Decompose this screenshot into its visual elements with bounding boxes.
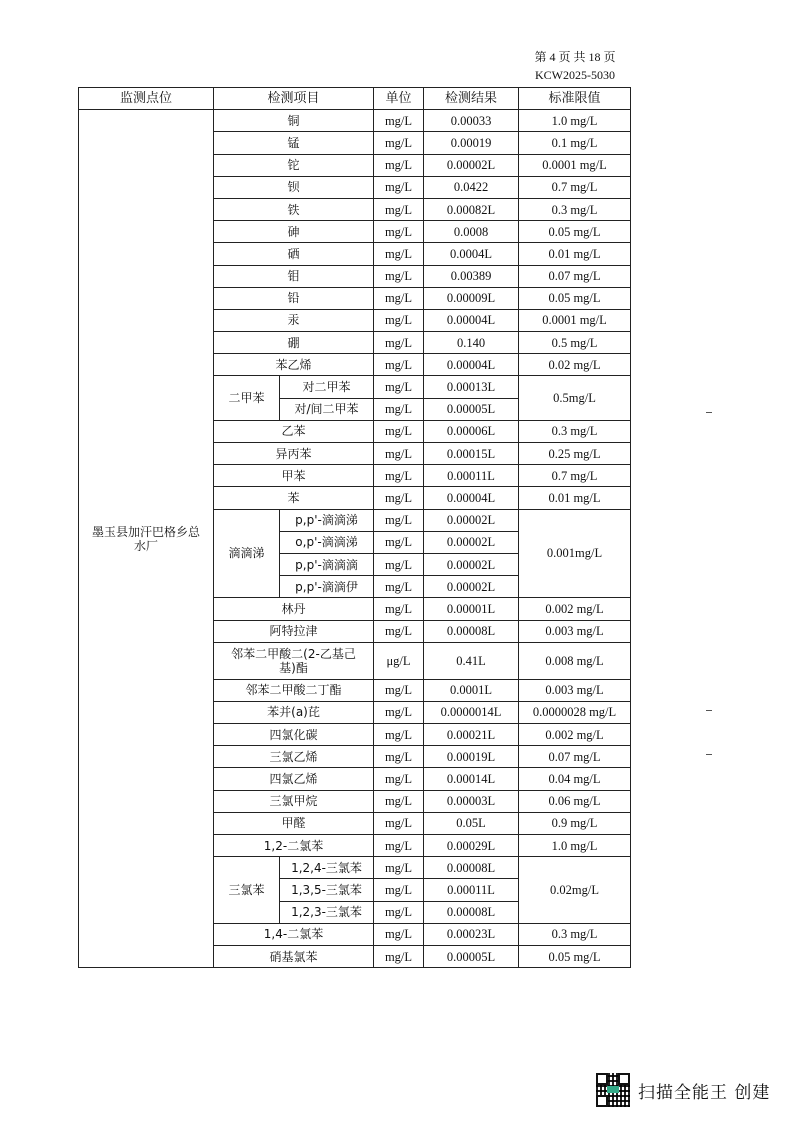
item-cell: 四氯乙烯 xyxy=(214,768,374,790)
limit-cell: 0.01 mg/L xyxy=(519,487,631,509)
unit-cell: mg/L xyxy=(374,812,424,834)
result-cell: 0.00029L xyxy=(424,835,519,857)
item-cell: 硝基氯苯 xyxy=(214,945,374,967)
result-cell: 0.0000014L xyxy=(424,701,519,723)
result-cell: 0.00002L xyxy=(424,531,519,553)
result-cell: 0.00019L xyxy=(424,746,519,768)
item-cell: 三氯甲烷 xyxy=(214,790,374,812)
result-cell: 0.00008L xyxy=(424,901,519,923)
unit-cell: mg/L xyxy=(374,354,424,376)
item-cell: 锰 xyxy=(214,132,374,154)
result-cell: 0.00005L xyxy=(424,398,519,420)
item-cell: 1,4-二氯苯 xyxy=(214,923,374,945)
unit-cell: mg/L xyxy=(374,132,424,154)
result-cell: 0.00002L xyxy=(424,509,519,531)
item-cell: 三氯乙烯 xyxy=(214,746,374,768)
limit-cell: 0.7 mg/L xyxy=(519,176,631,198)
item-cell: 铁 xyxy=(214,198,374,220)
unit-cell: mg/L xyxy=(374,398,424,420)
result-cell: 0.00004L xyxy=(424,354,519,376)
limit-cell: 0.3 mg/L xyxy=(519,923,631,945)
result-cell: 0.00002L xyxy=(424,576,519,598)
item-cell: 砷 xyxy=(214,221,374,243)
limit-cell: 0.003 mg/L xyxy=(519,679,631,701)
item-cell: 硒 xyxy=(214,243,374,265)
unit-cell: mg/L xyxy=(374,221,424,243)
item-cell: 阿特拉津 xyxy=(214,620,374,642)
item-cell: 邻苯二甲酸二丁酯 xyxy=(214,679,374,701)
sub-item-cell: p,p'-滴滴伊 xyxy=(280,576,374,598)
unit-cell: mg/L xyxy=(374,287,424,309)
limit-cell: 0.002 mg/L xyxy=(519,598,631,620)
limit-cell: 1.0 mg/L xyxy=(519,110,631,132)
unit-cell: mg/L xyxy=(374,923,424,945)
item-cell: 硼 xyxy=(214,332,374,354)
limit-cell: 0.02mg/L xyxy=(519,857,631,924)
result-cell: 0.05L xyxy=(424,812,519,834)
item-cell: 甲苯 xyxy=(214,465,374,487)
limit-cell: 0.06 mg/L xyxy=(519,790,631,812)
result-cell: 0.00006L xyxy=(424,420,519,442)
sub-item-cell: 对/间二甲苯 xyxy=(280,398,374,420)
site-cell: 墨玉县加汗巴格乡总水厂 xyxy=(79,110,214,968)
result-cell: 0.140 xyxy=(424,332,519,354)
sub-item-cell: 1,2,3-三氯苯 xyxy=(280,901,374,923)
result-cell: 0.0008 xyxy=(424,221,519,243)
report-number: KCW2025-5030 xyxy=(535,68,615,82)
group-cell: 二甲苯 xyxy=(214,376,280,420)
unit-cell: mg/L xyxy=(374,487,424,509)
column-header-limit: 标准限值 xyxy=(519,88,631,110)
limit-cell: 0.9 mg/L xyxy=(519,812,631,834)
result-cell: 0.00001L xyxy=(424,598,519,620)
column-header-unit: 单位 xyxy=(374,88,424,110)
item-cell: 1,2-二氯苯 xyxy=(214,835,374,857)
unit-cell: mg/L xyxy=(374,420,424,442)
column-header-site: 监测点位 xyxy=(79,88,214,110)
unit-cell: mg/L xyxy=(374,376,424,398)
item-cell: 甲醛 xyxy=(214,812,374,834)
result-cell: 0.00019 xyxy=(424,132,519,154)
page-header xyxy=(500,48,650,84)
item-cell: 铜 xyxy=(214,110,374,132)
unit-cell: mg/L xyxy=(374,176,424,198)
column-header-item: 检测项目 xyxy=(214,88,374,110)
unit-cell: mg/L xyxy=(374,576,424,598)
result-cell: 0.00004L xyxy=(424,487,519,509)
limit-cell: 0.01 mg/L xyxy=(519,243,631,265)
limit-cell: 0.05 mg/L xyxy=(519,287,631,309)
unit-cell: mg/L xyxy=(374,679,424,701)
limit-cell: 0.008 mg/L xyxy=(519,642,631,679)
item-cell: 铊 xyxy=(214,154,374,176)
item-cell: 异丙苯 xyxy=(214,443,374,465)
sub-item-cell: 对二甲苯 xyxy=(280,376,374,398)
unit-cell: mg/L xyxy=(374,443,424,465)
limit-cell: 0.0000028 mg/L xyxy=(519,701,631,723)
limit-cell: 0.25 mg/L xyxy=(519,443,631,465)
sub-item-cell: 1,2,4-三氯苯 xyxy=(280,857,374,879)
unit-cell: mg/L xyxy=(374,768,424,790)
result-cell: 0.00082L xyxy=(424,198,519,220)
unit-cell: mg/L xyxy=(374,332,424,354)
unit-cell: mg/L xyxy=(374,309,424,331)
item-cell: 钡 xyxy=(214,176,374,198)
result-cell: 0.00004L xyxy=(424,309,519,331)
column-header-result: 检测结果 xyxy=(424,88,519,110)
table-header-row xyxy=(79,88,631,110)
result-cell: 0.00008L xyxy=(424,620,519,642)
unit-cell: mg/L xyxy=(374,835,424,857)
unit-cell: mg/L xyxy=(374,598,424,620)
limit-cell: 0.0001 mg/L xyxy=(519,154,631,176)
scanner-text: 扫描全能王 创建 xyxy=(638,1082,771,1103)
unit-cell: mg/L xyxy=(374,746,424,768)
result-cell: 0.00013L xyxy=(424,376,519,398)
result-cell: 0.00008L xyxy=(424,857,519,879)
item-cell: 苯 xyxy=(214,487,374,509)
unit-cell: mg/L xyxy=(374,879,424,901)
item-cell: 四氯化碳 xyxy=(214,724,374,746)
result-cell: 0.00011L xyxy=(424,879,519,901)
limit-cell: 0.07 mg/L xyxy=(519,265,631,287)
unit-cell: μg/L xyxy=(374,642,424,679)
limit-cell: 0.3 mg/L xyxy=(519,420,631,442)
unit-cell: mg/L xyxy=(374,701,424,723)
result-cell: 0.00389 xyxy=(424,265,519,287)
result-cell: 0.00023L xyxy=(424,923,519,945)
table-row xyxy=(79,110,631,132)
unit-cell: mg/L xyxy=(374,154,424,176)
item-cell: 乙苯 xyxy=(214,420,374,442)
sub-item-cell: 1,3,5-三氯苯 xyxy=(280,879,374,901)
page-number: 第 4 页 共 18 页 xyxy=(534,50,616,64)
sub-item-cell: p,p'-滴滴滴 xyxy=(280,553,374,575)
group-cell: 三氯苯 xyxy=(214,857,280,924)
item-cell: 苯乙烯 xyxy=(214,354,374,376)
limit-cell: 0.7 mg/L xyxy=(519,465,631,487)
limit-cell: 0.5mg/L xyxy=(519,376,631,420)
limit-cell: 0.002 mg/L xyxy=(519,724,631,746)
item-cell: 铅 xyxy=(214,287,374,309)
unit-cell: mg/L xyxy=(374,724,424,746)
unit-cell: mg/L xyxy=(374,857,424,879)
unit-cell: mg/L xyxy=(374,531,424,553)
unit-cell: mg/L xyxy=(374,198,424,220)
unit-cell: mg/L xyxy=(374,901,424,923)
item-cell: 苯并(a)芘 xyxy=(214,701,374,723)
result-cell: 0.0001L xyxy=(424,679,519,701)
limit-cell: 0.5 mg/L xyxy=(519,332,631,354)
result-cell: 0.0004L xyxy=(424,243,519,265)
scanner-watermark xyxy=(596,1072,770,1108)
item-cell: 邻苯二甲酸二(2-乙基己基)酯 xyxy=(214,642,374,679)
result-cell: 0.0422 xyxy=(424,176,519,198)
result-cell: 0.00005L xyxy=(424,945,519,967)
results-table xyxy=(78,87,631,968)
item-cell: 钼 xyxy=(214,265,374,287)
result-cell: 0.00015L xyxy=(424,443,519,465)
limit-cell: 0.05 mg/L xyxy=(519,945,631,967)
sub-item-cell: o,p'-滴滴涕 xyxy=(280,531,374,553)
unit-cell: mg/L xyxy=(374,110,424,132)
result-cell: 0.41L xyxy=(424,642,519,679)
limit-cell: 0.02 mg/L xyxy=(519,354,631,376)
unit-cell: mg/L xyxy=(374,465,424,487)
item-cell: 汞 xyxy=(214,309,374,331)
result-cell: 0.00011L xyxy=(424,465,519,487)
limit-cell: 0.1 mg/L xyxy=(519,132,631,154)
unit-cell: mg/L xyxy=(374,243,424,265)
unit-cell: mg/L xyxy=(374,553,424,575)
item-cell: 林丹 xyxy=(214,598,374,620)
sub-item-cell: p,p'-滴滴涕 xyxy=(280,509,374,531)
result-cell: 0.00003L xyxy=(424,790,519,812)
unit-cell: mg/L xyxy=(374,945,424,967)
result-cell: 0.00002L xyxy=(424,553,519,575)
limit-cell: 0.001mg/L xyxy=(519,509,631,598)
result-cell: 0.00014L xyxy=(424,768,519,790)
limit-cell: 0.05 mg/L xyxy=(519,221,631,243)
limit-cell: 0.003 mg/L xyxy=(519,620,631,642)
unit-cell: mg/L xyxy=(374,620,424,642)
limit-cell: 0.3 mg/L xyxy=(519,198,631,220)
limit-cell: 0.07 mg/L xyxy=(519,746,631,768)
result-cell: 0.00002L xyxy=(424,154,519,176)
unit-cell: mg/L xyxy=(374,509,424,531)
unit-cell: mg/L xyxy=(374,790,424,812)
result-cell: 0.00021L xyxy=(424,724,519,746)
unit-cell: mg/L xyxy=(374,265,424,287)
limit-cell: 1.0 mg/L xyxy=(519,835,631,857)
group-cell: 滴滴涕 xyxy=(214,509,280,598)
result-cell: 0.00033 xyxy=(424,110,519,132)
qr-code-icon xyxy=(596,1073,630,1107)
limit-cell: 0.04 mg/L xyxy=(519,768,631,790)
limit-cell: 0.0001 mg/L xyxy=(519,309,631,331)
result-cell: 0.00009L xyxy=(424,287,519,309)
